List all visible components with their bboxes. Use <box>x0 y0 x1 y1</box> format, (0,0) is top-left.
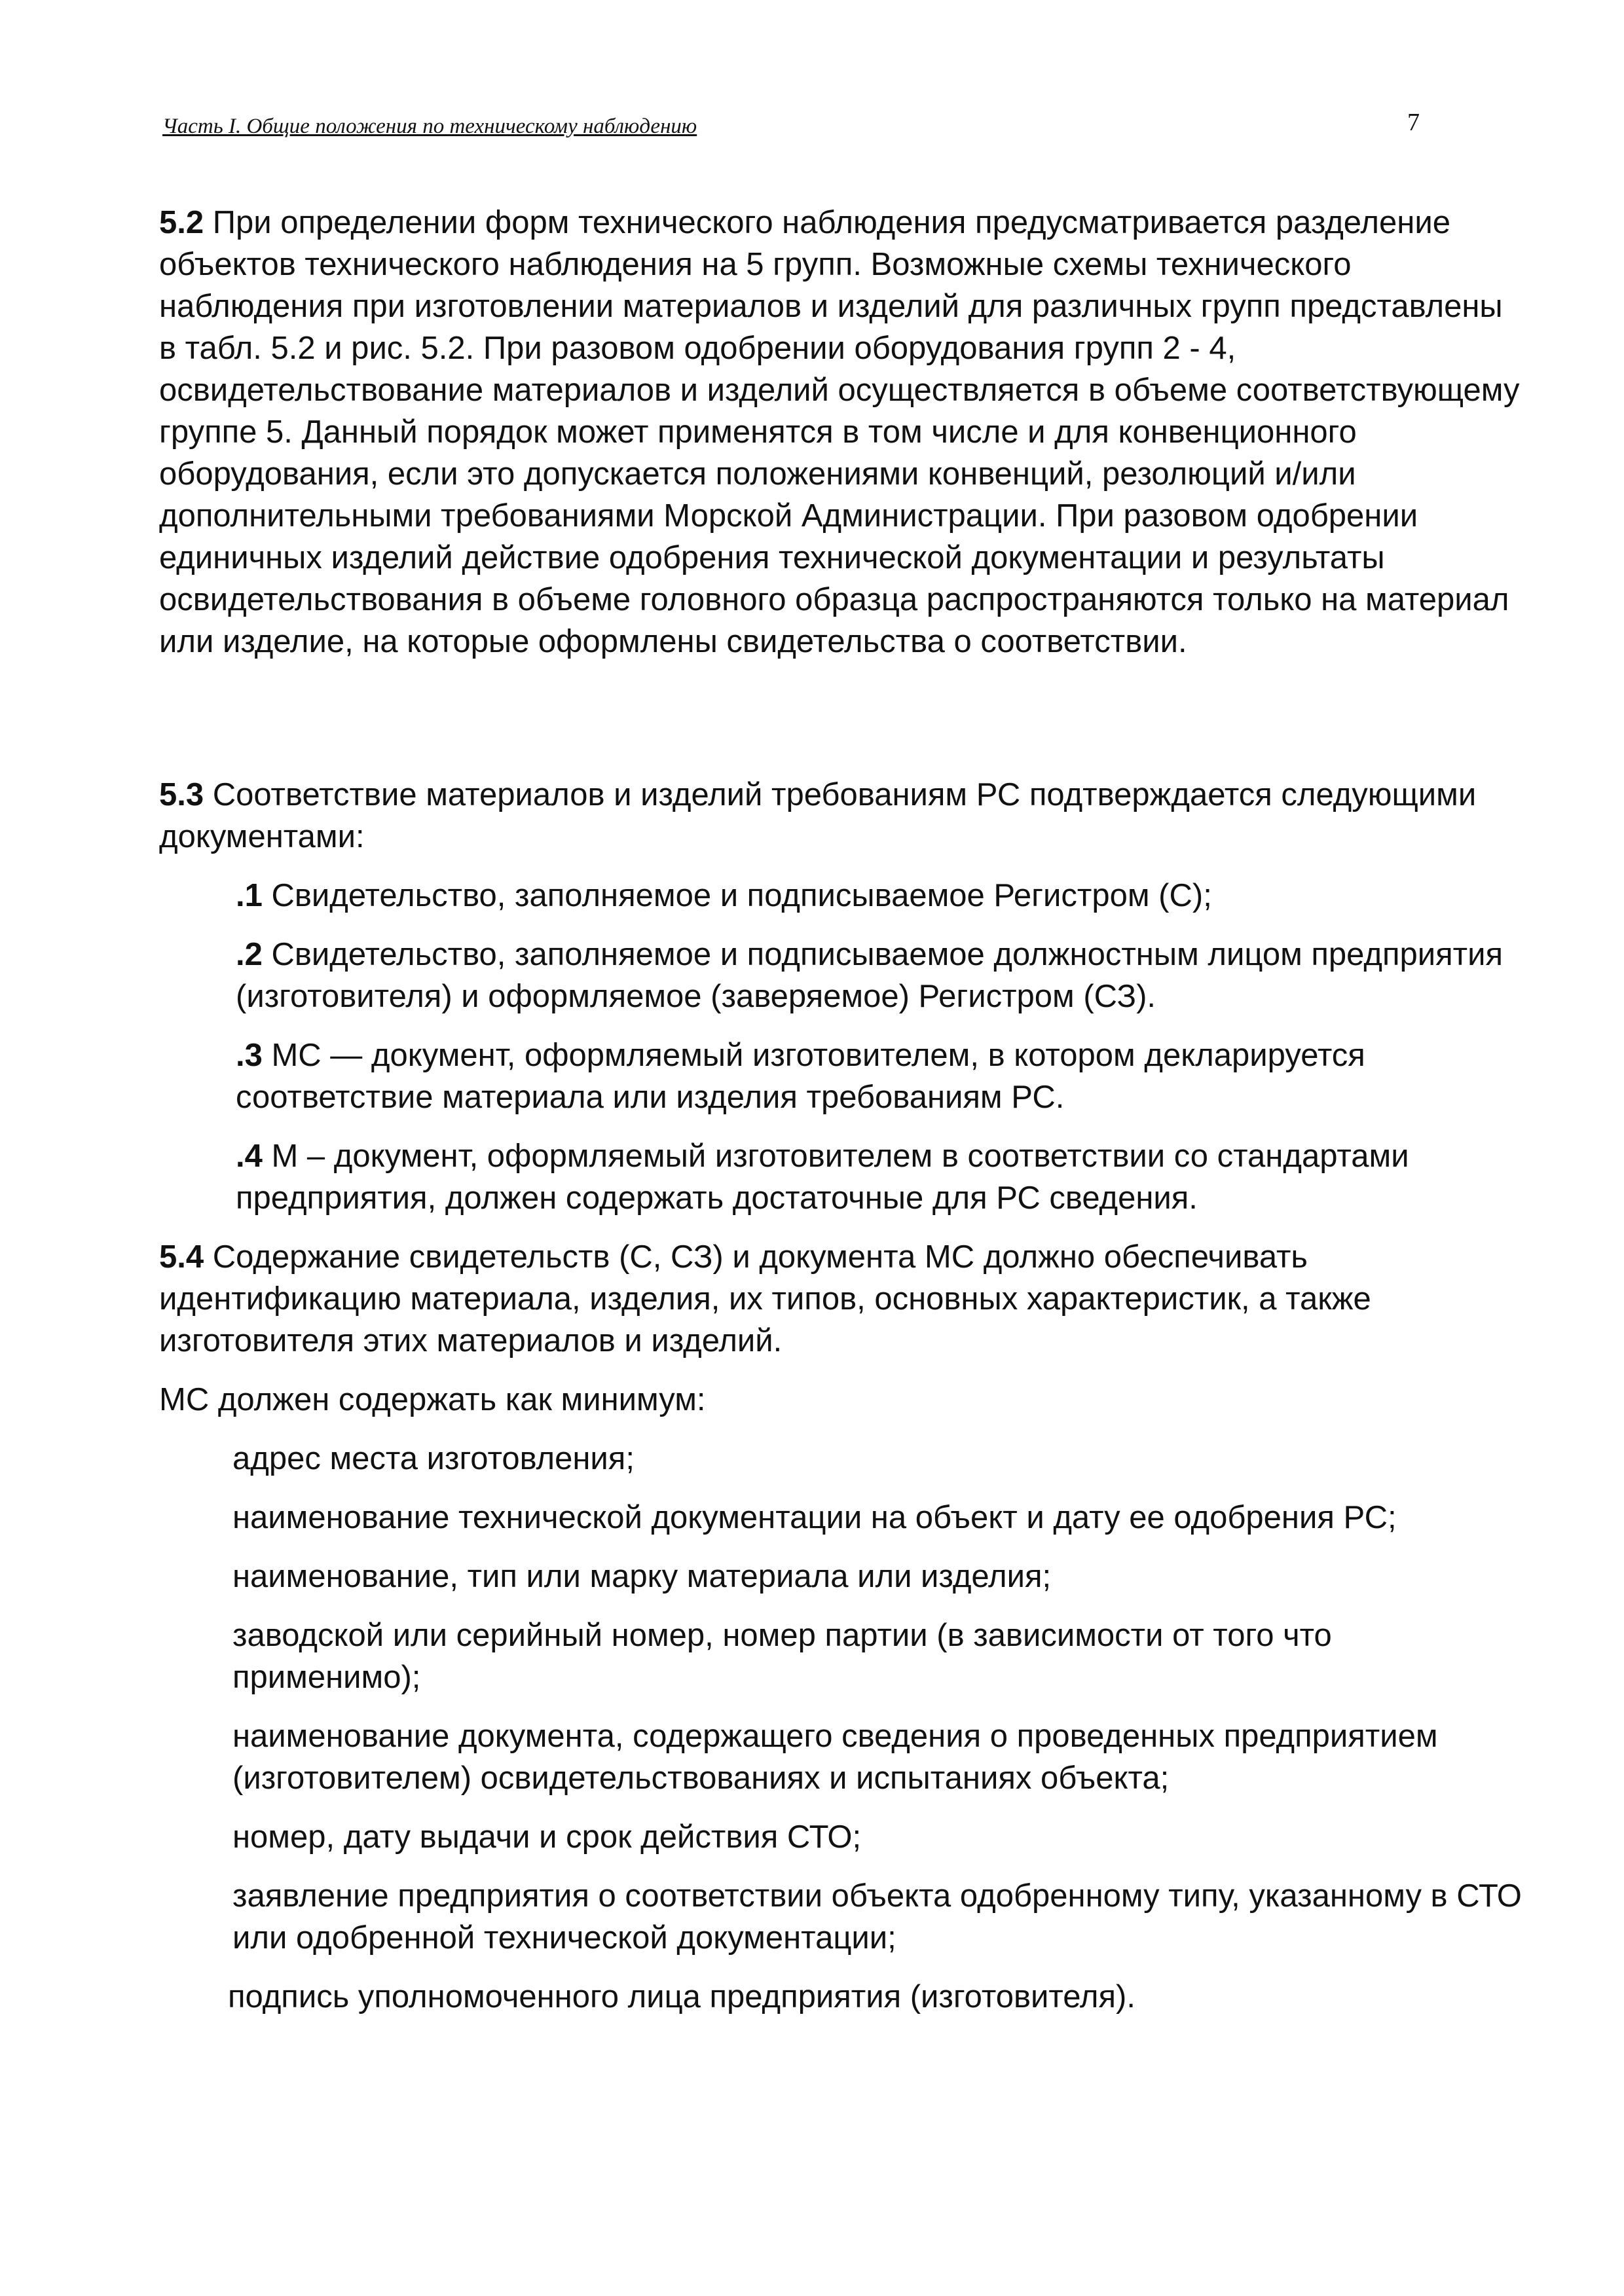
list-item: заявление предприятия о соответствии объекта одобренному типу, указанному в СТО или одобренной технической документации; <box>232 1878 1522 1956</box>
document-body <box>159 202 1528 2018</box>
section-number: 5.4 <box>159 1239 204 1275</box>
list-item: адрес места изготовления; <box>232 1441 635 1476</box>
section-text: Содержание свидетельств (С, СЗ) и документа МС должно обеспечивать идентификацию материала, изделия, их типов, основных характеристик, а также изготовителя этих материалов и изделий. <box>159 1239 1371 1358</box>
section-text: Соответствие материалов и изделий требованиям РС подтверждается следующими документами: <box>159 777 1477 854</box>
item-number: .1 <box>236 878 263 913</box>
list-item: наименование технической документации на объект и дату ее одобрения РС; <box>232 1500 1397 1535</box>
item-number: .2 <box>236 937 263 972</box>
list-item: номер, дату выдачи и срок действия СТО; <box>232 1819 862 1855</box>
section-number: 5.2 <box>159 205 204 240</box>
item-number: .4 <box>236 1139 263 1174</box>
section-5-2 <box>159 202 1528 663</box>
section-number: 5.3 <box>159 777 204 812</box>
section-text: При определении форм технического наблюдения предусматривается разделение объектов технического наблюдения на 5 групп. Возможные схемы технического наблюдения при изготовлении материалов и изделий для различных групп представлены в табл. 5.2 и рис. 5.2. При разовом одобрении оборудования групп 2 - 4, освидетельствование материалов и изделий осуществляется в объеме соответствующему группе 5. Данный порядок может применятся в том числе и для конвенционного оборудования, если это допускается положениями конвенций, резолюций и/или дополнительными требованиями Морской Администрации. При разовом одобрении единичных изделий действие одобрения технической документации и результаты освидетельствования в объеме головного образца распространяются только на материал или изделие, на которые оформлены свидетельства о соответствии. <box>159 205 1520 659</box>
section-5-4 <box>159 1236 1528 1362</box>
document-item-3 <box>236 1034 1528 1118</box>
document-item-4 <box>236 1135 1528 1219</box>
mc-intro: МС должен содержать как минимум: <box>159 1382 706 1417</box>
item-text: Свидетельство, заполняемое и подписываемое должностным лицом предприятия (изготовителя) и оформляемое (заверяемое) Регистром (СЗ). <box>236 937 1503 1014</box>
section-5-3 <box>159 774 1528 858</box>
list-item: наименование документа, содержащего сведения о проведенных предприятием (изготовителем) освидетельствованиях и испытаниях объекта; <box>232 1719 1438 1796</box>
list-item: заводской или серийный номер, номер партии (в зависимости от того что применимо); <box>232 1618 1332 1695</box>
item-number: .3 <box>236 1038 263 1073</box>
list-item: наименование, тип или марку материала или изделия; <box>232 1559 1052 1594</box>
item-text: Свидетельство, заполняемое и подписываемое Регистром (С); <box>262 878 1212 913</box>
item-text: МС — документ, оформляемый изготовителем, в котором декларируется соответствие материала или изделия требованиям РС. <box>236 1038 1365 1115</box>
page-header <box>162 108 1433 147</box>
document-item-2 <box>236 934 1528 1017</box>
mc-requirements-list <box>159 1438 1528 2018</box>
running-header-title: Часть I. Общие положения по техническому наблюдению <box>162 115 697 138</box>
list-item: подпись уполномоченного лица предприятия (изготовителя). <box>228 1979 1135 2014</box>
item-text: М – документ, оформляемый изготовителем в соответствии со стандартами предприятия, должен содержать достаточные для РС сведения. <box>236 1139 1409 1216</box>
document-item-1 <box>236 875 1528 917</box>
page-number: 7 <box>1407 109 1420 136</box>
